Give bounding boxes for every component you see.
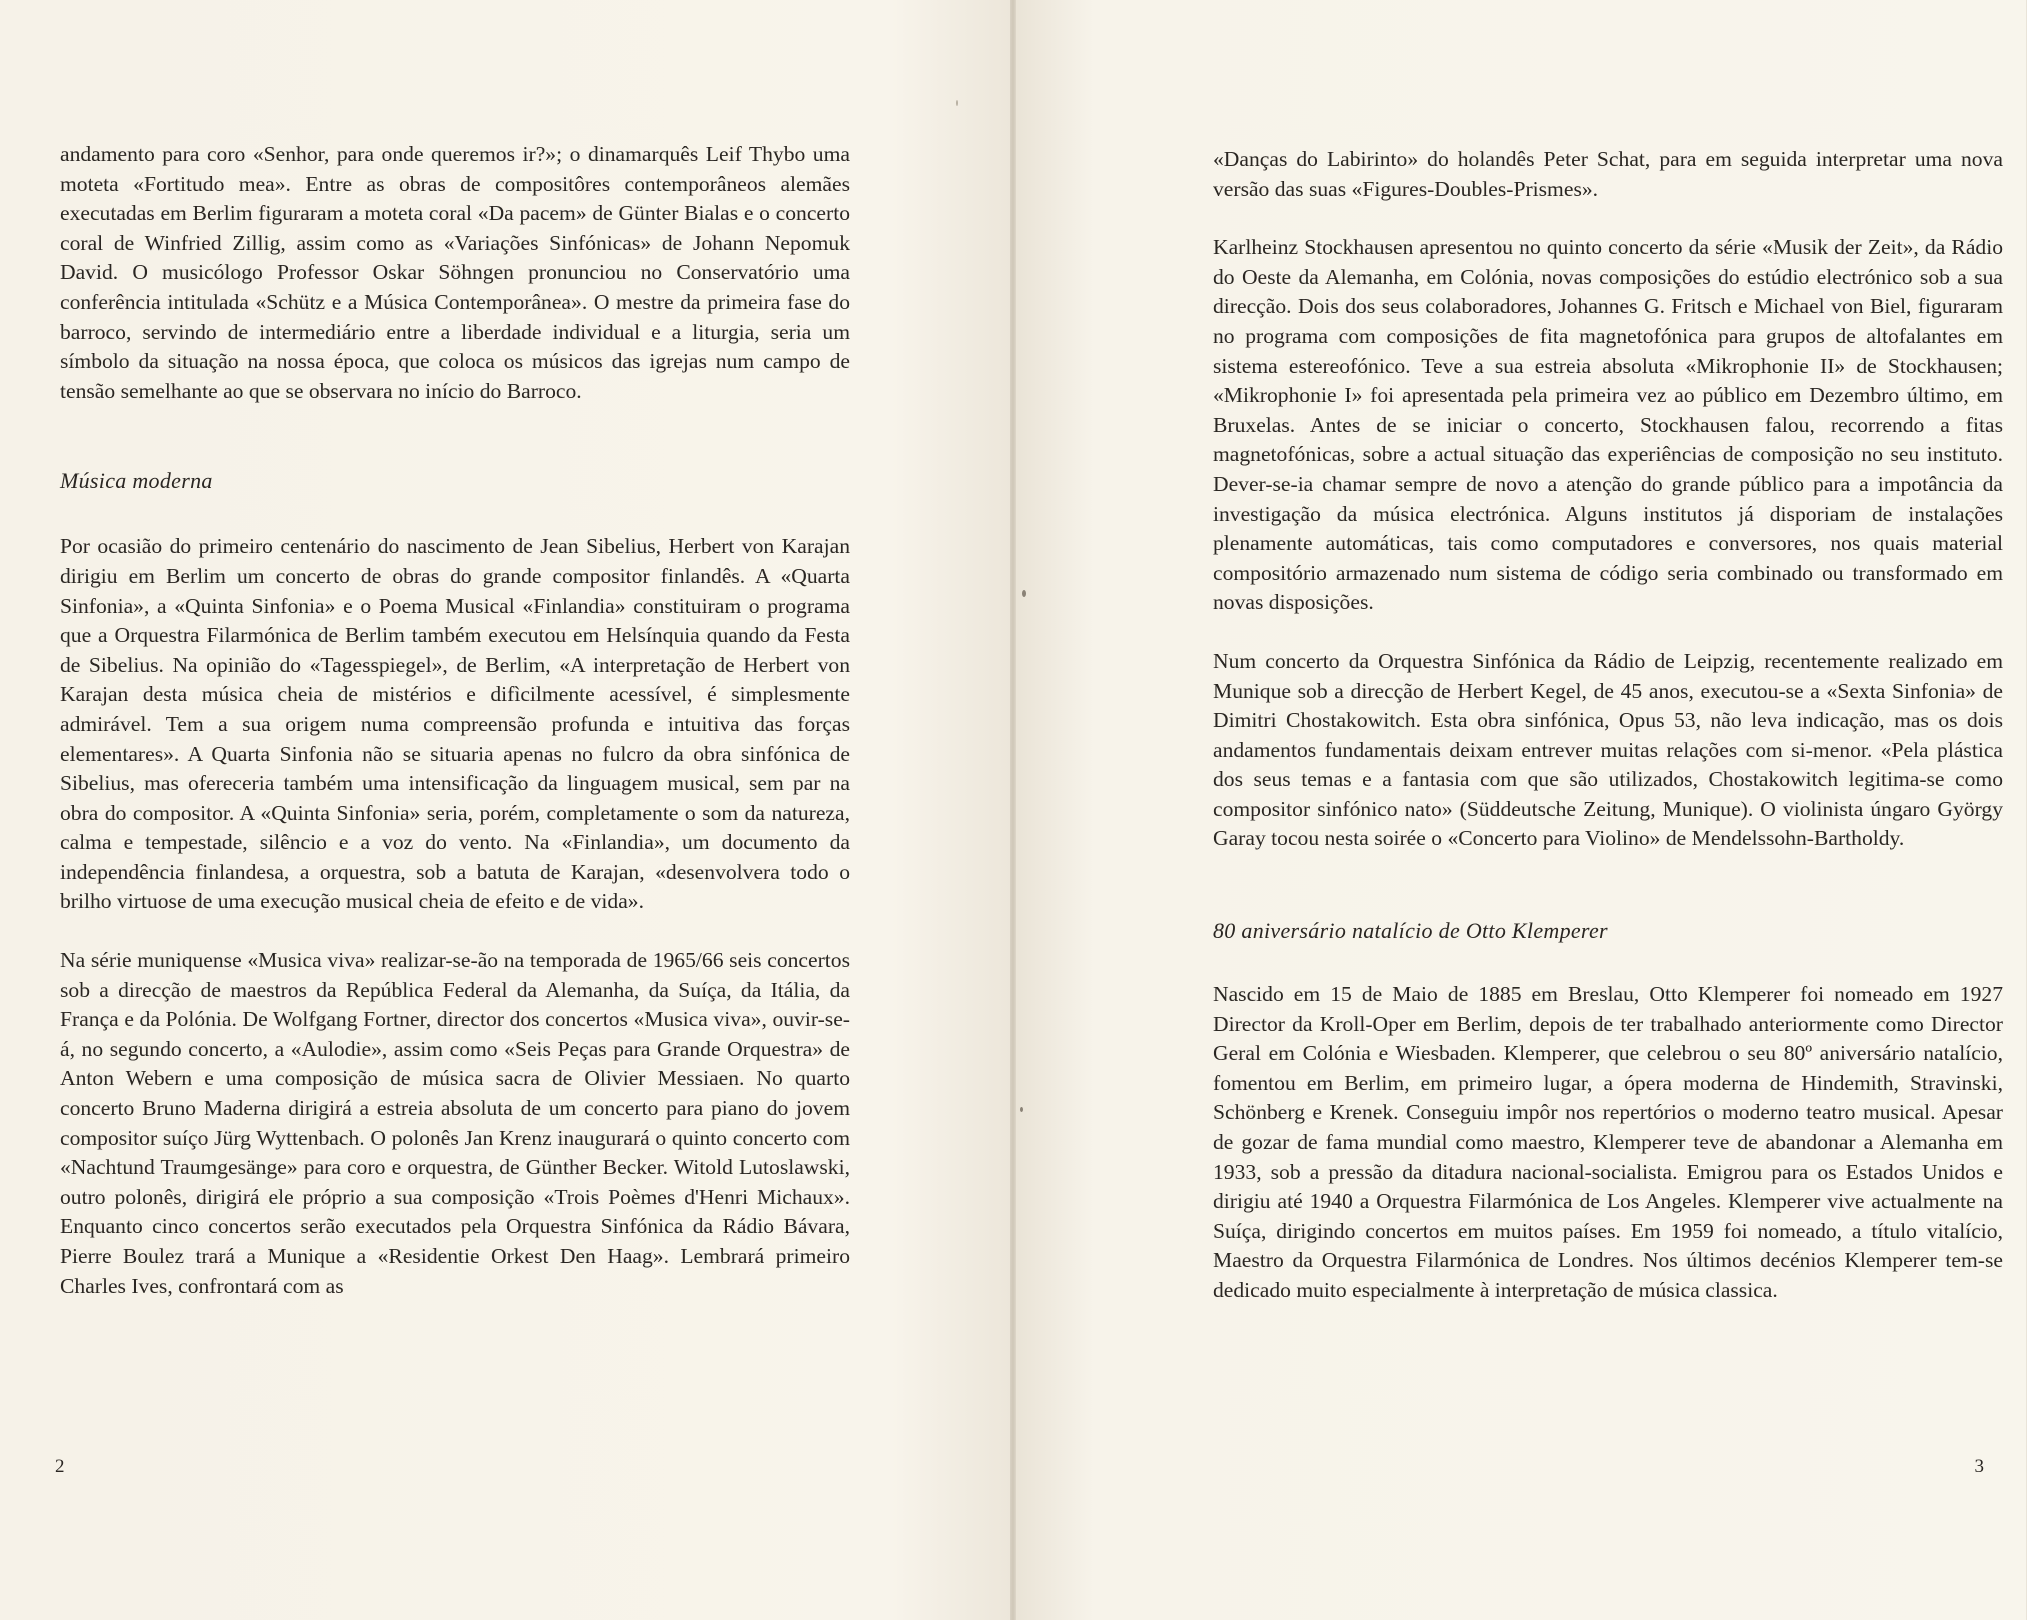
paper-speck [1020,1107,1023,1112]
right-paragraph-2: Karlheinz Stockhausen apresentou no quinto concerto da série «Musik der Zeit», da Rádio do Oeste da Alemanha, em Colónia, novas composições do estúdio electrónico sob a sua direcção. Dois dos seus colaboradores, Johannes G. Fritsch e Michael von Biel, figuraram no programa com composições de fita magnetofónica para grupos de altofalantes em sistema estereofónico. Teve a sua estreia absoluta «Mikrophonie II» de Stockhausen; «Mikrophonie I» foi apresentada pela primeira vez ao público em Dezembro último, em Bruxelas. Antes de se iniciar o concerto, Stockhausen falou, recorrendo a fitas magnetofónicas, sobre a actual situação das experiências de composição no seu instituto. Dever-se-ia chamar sempre de novo a atenção do grande público para a impotância da investigação da música electrónica. Alguns institutos já disporiam de instalações plenamente automáticas, tais como computadores e conversores, nos quais material compositório armazenado num sistema de código seria combinado ou transformado em novas disposições. [1213,235,2003,615]
left-page [0,0,1013,1620]
right-paragraph-4: Nascido em 15 de Maio de 1885 em Breslau, Otto Klemperer foi nomeado em 1927 Director da Kroll-Oper em Berlim, depois de ter trabalhado anteriormente como Director Geral em Colónia e Wiesbaden. Klemperer, que celebrou o seu 80º aniversário natalício, fomentou em Berlim, em primeiro lugar, a ópera moderna de Hindemith, Stravinski, Schönberg e Krenek. Conseguiu impôr nos repertórios o moderno teatro musical. Apesar de gozar de fama mundial como maestro, Klemperer teve de abandonar a Alemanha em 1933, sob a pressão da ditadura nacional-socialista. Emigrou para os Estados Unidos e dirigiu até 1940 a Orquestra Filarmónica de Los Angeles. Klemperer vive actualmente na Suíça, dirigindo concertos em muitos países. Em 1959 foi nomeado, a título vitalício, Maestro da Orquestra Filarmónica de Londres. Nos últimos decénios Klemperer tem-se dedicado muito especialmente à interpretação de música classica. [1213,982,2003,1302]
paper-speck [1022,590,1026,597]
page-number-left: 2 [55,1456,65,1477]
page-number-right: 3 [1974,1456,1984,1477]
left-text-column [60,140,850,1301]
left-paragraph-1: andamento para coro «Senhor, para onde queremos ir?»; o dinamarquês Leif Thybo uma moteta «Fortitudo mea». Entre as obras de compositôres contemporâneos alemães executadas em Berlim figuraram a moteta coral «Da pacem» de Günter Bialas e o concerto coral de Winfried Zillig, assim como as «Variações Sinfónicas» de Johann Nepomuk David. O musicólogo Professor Oskar Söhngen pronunciou no Conservatório uma conferência intitulada «Schütz e a Música Contemporânea». O mestre da primeira fase do barroco, servindo de intermediário entre a liberdade individual e a liturgia, seria um símbolo da situação na nossa época, que coloca os músicos das igrejas num campo de tensão semelhante ao que se observara no início do Barroco. [60,142,850,403]
left-paragraph-2: Por ocasião do primeiro centenário do nascimento de Jean Sibelius, Herbert von Karajan dirigiu em Berlim um concerto de obras do grande compositor finlandês. A «Quarta Sinfonia», a «Quinta Sinfonia» e o Poema Musical «Finlandia» constituiram o programa que a Orquestra Filarmónica de Berlim também executou em Helsínquia quando da Festa de Sibelius. Na opinião do «Tagesspiegel», de Berlim, «A interpretação de Herbert von Karajan desta música cheia de mistérios e difìcilmente acessível, é simplesmente admirável. Tem a sua origem numa compreensão profunda e intuitiva das forças elementares». A Quarta Sinfonia não se situaria apenas no fulcro da obra sinfónica de Sibelius, mas ofereceria também uma intensificação da linguagem musical, sem par na obra do compositor. A «Quinta Sinfonia» seria, porém, completamente o som da natureza, calma e tempestade, silêncio e a voz do vento. Na «Finlandia», um documento da independência finlandesa, a orquestra, sob a batuta de Karajan, «desenvolvera todo o brilho virtuose de uma execução musical cheia de efeito e de vida». [60,534,850,914]
left-paragraph-3: Na série muniquense «Musica viva» realizar-se-ão na temporada de 1965/66 seis concertos sob a direcção de maestros da República Federal da Alemanha, da Suíça, da Itália, da França e da Polónia. De Wolfgang Fortner, director dos concertos «Musica viva», ouvir-se-á, no segundo concerto, a «Aulodie», assim como «Seis Peças para Grande Orquestra» de Anton Webern e uma composição de música sacra de Olivier Messiaen. No quarto concerto Bruno Maderna dirigirá a estreia absoluta de um concerto para piano do jovem compositor suíço Jürg Wyttenbach. O polonês Jan Krenz inaugurará o quinto concerto com «Nachtund Traumgesänge» para coro e orquestra, de Günther Becker. Witold Lutoslawski, outro polonês, dirigirá ele próprio a sua composição «Trois Poèmes d'Henri Michaux». Enquanto cinco concertos serão executados pela Orquestra Sinfónica da Rádio Bávara, Pierre Boulez trará a Munique a «Residentie Orkest Den Haag». Lembrará primeiro Charles Ives, confrontará com as [60,948,850,1298]
section-heading-musica-moderna: Música moderna [60,468,213,494]
paper-speck [956,100,958,106]
right-text-column [1213,145,2003,1306]
right-page [1013,0,2026,1620]
right-paragraph-3: Num concerto da Orquestra Sinfónica da Rádio de Leipzig, recentemente realizado em Munique sob a direcção de Herbert Kegel, de 45 anos, executou-se a «Sexta Sinfonia» de Dimitri Chostakowitch. Esta obra sinfónica, Opus 53, não leva indicação, mas os dois andamentos fundamentais deixam entrever muitas relações com si-menor. «Pela plástica dos seus temas e a fantasia com que são utilizados, Chostakowitch legitima-se como compositor sinfónico nato» (Süddeutsche Zeitung, Munique). O violinista úngaro György Garay tocou nesta soirée o «Concerto para Violino» de Mendelssohn-Bartholdy. [1213,648,2003,851]
book-gutter [1010,0,1016,1620]
section-heading-klemperer: 80 aniversário natalício de Otto Klemperer [1213,918,1608,944]
right-paragraph-1: «Danças do Labirinto» do holandês Peter Schat, para em seguida interpretar uma nova versão das suas «Figures-Doubles-Prismes». [1213,147,2003,201]
